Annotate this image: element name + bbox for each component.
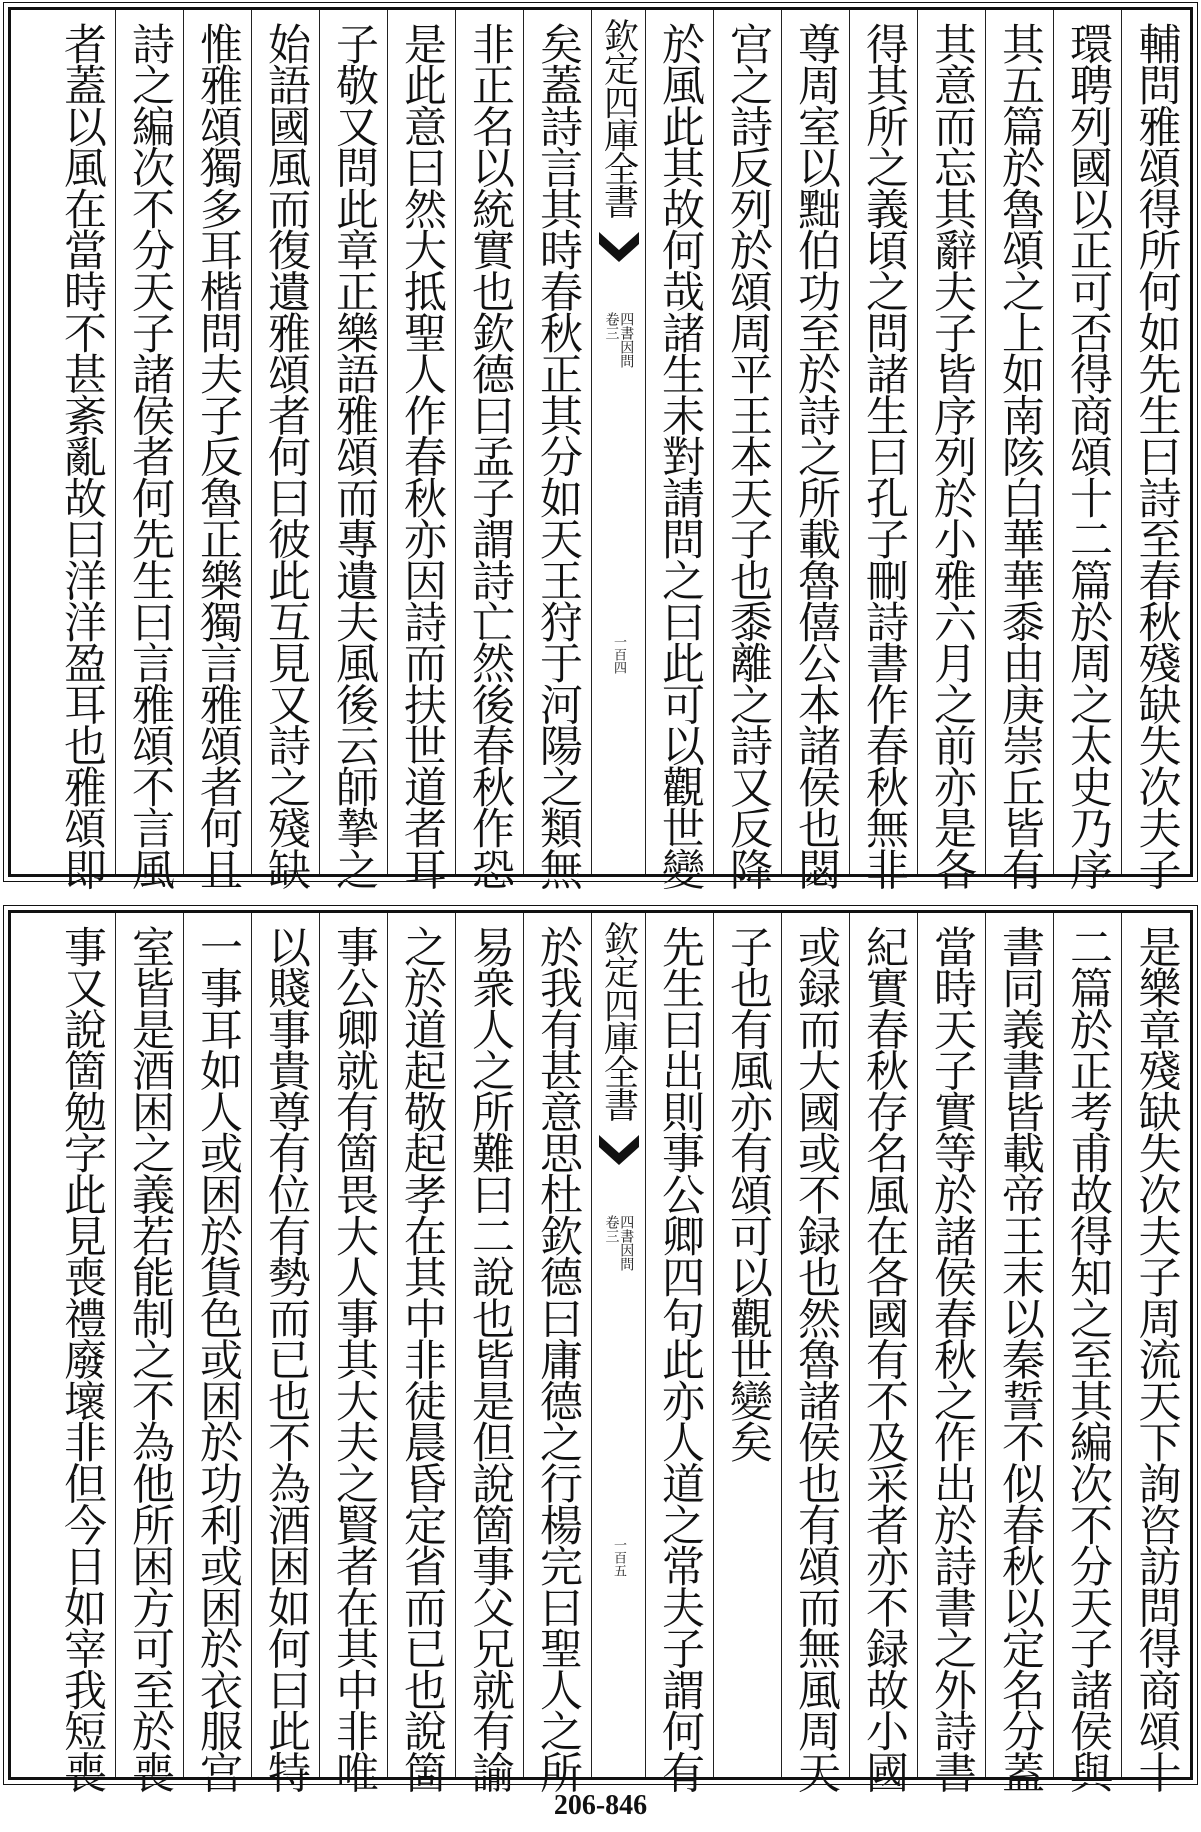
column-text: 其五篇於魯頌之上如南陔白華華黍由庚崇丘皆有 xyxy=(995,22,1045,889)
column-text: 紀實春秋存名風在各國有不及采者亦不録故小國 xyxy=(859,925,909,1792)
column-text: 一事耳如人或困於貨色或困於功利或困於衣服宫 xyxy=(193,925,243,1792)
text-column xyxy=(388,10,456,889)
column-text: 非正名以統實也欽德曰孟子謂詩亡然後春秋作恐 xyxy=(465,22,515,889)
text-column xyxy=(1122,913,1190,1792)
text-column xyxy=(184,10,252,889)
column-text: 子也有風亦有頌可以觀世變矣 xyxy=(723,925,773,1462)
upper-page xyxy=(8,7,1193,889)
text-column xyxy=(116,913,184,1792)
column-text: 詩之編次不分天子諸侯者何先生曰言雅頌不言風 xyxy=(125,22,175,889)
column-text: 室皆是酒困之義若能制之不為他所困方可至於喪 xyxy=(125,925,175,1792)
lower-page xyxy=(8,910,1193,1792)
text-column xyxy=(388,913,456,1792)
column-text: 子敬又問此章正樂語雅頌而專遺夫風後云師摯之 xyxy=(329,22,379,889)
upper-page-columns xyxy=(11,10,1190,889)
text-column xyxy=(850,913,918,1792)
text-column xyxy=(782,10,850,889)
text-column xyxy=(714,913,782,1777)
work-title xyxy=(604,1215,633,1271)
column-text: 輔問雅頌得所何如先生曰詩至春秋殘缺失次夫子 xyxy=(1131,22,1182,889)
text-column xyxy=(116,10,184,889)
column-text: 易衆人之所難曰二說也皆是但說箇事父兄就有諭 xyxy=(465,925,515,1792)
folio-number: 一百五 xyxy=(611,1538,626,1577)
column-text: 事又說箇勉字此見喪禮廢壞非但今日如宰我短喪 xyxy=(57,925,107,1792)
column-text: 者蓋以風在當時不甚紊亂故曰洋洋盈耳也雅頌即 xyxy=(57,22,107,889)
text-column xyxy=(714,10,782,889)
column-text: 二篇於正考甫故得知之至其編次不分天子諸侯與 xyxy=(1063,925,1113,1792)
text-column xyxy=(320,913,388,1792)
column-text: 以賤事貴尊有位有勢而已也不為酒困如何曰此特 xyxy=(261,925,311,1792)
column-text: 宫之詩反列於頌周平王本天子也黍離之詩又反降 xyxy=(723,22,773,889)
column-text: 尊周室以黜伯功至於詩之所載魯僖公本諸侯也閟 xyxy=(791,22,841,889)
column-text: 或録而大國或不録也然魯諸侯也有頌而無風周天 xyxy=(791,925,841,1792)
juan-label: 卷三 xyxy=(603,1214,620,1243)
text-column xyxy=(986,913,1054,1792)
text-column xyxy=(252,10,320,889)
column-text: 之於道起敬起孝在其中非徒晨昏定省而已也說箇 xyxy=(397,925,447,1792)
column-text: 當時天子實等於諸侯春秋之作出於詩書之外詩書 xyxy=(927,925,977,1792)
work-title-text: 四書因問 xyxy=(618,1214,635,1271)
page-footer-number: 206-846 xyxy=(553,1790,648,1821)
text-column xyxy=(918,913,986,1792)
column-text: 始語國風而復遺雅頌者何曰彼此互見又詩之殘缺 xyxy=(261,22,311,889)
column-text: 事公卿就有箇畏大人事其大夫之賢者在其中非唯 xyxy=(329,925,379,1792)
text-column xyxy=(646,913,714,1792)
column-text: 書同義書皆載帝王末以秦誓不似春秋以定名分蓋 xyxy=(995,925,1045,1792)
text-column xyxy=(1054,913,1122,1792)
text-column xyxy=(48,10,116,889)
text-column xyxy=(524,913,592,1792)
text-column xyxy=(320,10,388,889)
fish-tail-mark-icon xyxy=(597,1131,641,1175)
work-title xyxy=(604,312,633,368)
column-text: 惟雅頌獨多耳楷問夫子反魯正樂獨言雅頌者何且 xyxy=(193,22,243,889)
lower-page-columns xyxy=(11,913,1190,1792)
text-column xyxy=(48,913,116,1792)
work-title-text: 四書因問 xyxy=(618,311,635,368)
column-text: 是此意曰然大抵聖人作春秋亦因詩而扶世道者耳 xyxy=(397,22,447,889)
text-column xyxy=(646,10,714,889)
text-column xyxy=(1054,10,1122,889)
fish-tail-mark-icon xyxy=(597,228,641,272)
text-column xyxy=(524,10,592,889)
center-gutter xyxy=(592,913,646,1777)
text-column xyxy=(782,913,850,1792)
folio-number: 一百四 xyxy=(611,635,626,674)
column-text: 於我有甚意思杜欽德曰庸德之行楊完曰聖人之所 xyxy=(533,925,583,1792)
column-text: 先生曰出則事公卿四句此亦人道之常夫子謂何有 xyxy=(655,925,705,1792)
book-title: 欽定四庫全書 xyxy=(598,18,639,218)
text-column xyxy=(184,913,252,1792)
text-column xyxy=(252,913,320,1792)
column-text: 於風此其故何哉諸生未對請問之曰此可以觀世變 xyxy=(655,22,705,889)
text-column xyxy=(986,10,1054,889)
text-column xyxy=(456,10,524,889)
column-text: 其意而忘其辭夫子皆序列於小雅六月之前亦是各 xyxy=(927,22,977,889)
column-text: 得其所之義頃之問諸生曰孔子刪詩書作春秋無非 xyxy=(859,22,909,889)
text-column xyxy=(918,10,986,889)
juan-label: 卷三 xyxy=(603,311,620,340)
text-column xyxy=(1122,10,1190,889)
column-text: 矣蓋詩言其時春秋正其分如天王狩于河陽之類無 xyxy=(533,22,583,889)
text-column xyxy=(850,10,918,889)
column-text: 環聘列國以正可否得商頌十二篇於周之太史乃序 xyxy=(1063,22,1113,889)
book-title: 欽定四庫全書 xyxy=(598,921,639,1121)
center-gutter xyxy=(592,10,646,874)
text-column xyxy=(456,913,524,1792)
column-text: 是樂章殘缺失次夫子周流天下詢咨訪問得商頌十 xyxy=(1131,925,1182,1792)
